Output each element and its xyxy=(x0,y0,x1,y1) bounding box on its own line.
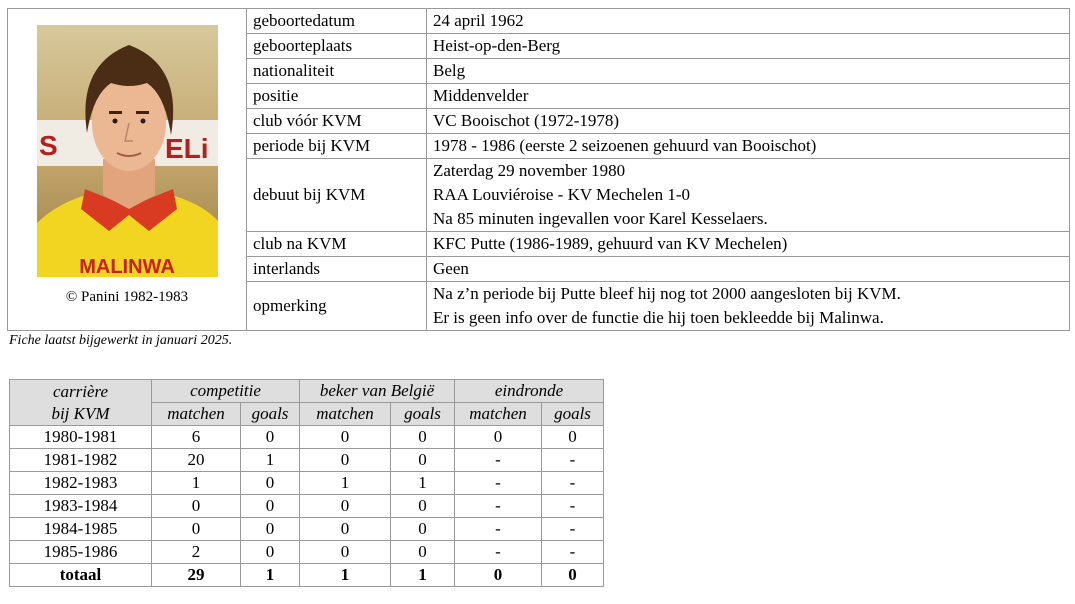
stat-cell: 0 xyxy=(300,426,391,449)
stat-cell: 6 xyxy=(152,426,241,449)
value-remark xyxy=(427,282,1070,331)
stat-cell: 0 xyxy=(455,426,542,449)
table-row xyxy=(10,518,604,541)
stat-cell: - xyxy=(542,518,604,541)
season-cell: 1985-1986 xyxy=(10,541,152,564)
debut-match: RAA Louviéroise - KV Mechelen 1-0 xyxy=(433,185,690,204)
stat-cell: 0 xyxy=(241,495,300,518)
stat-cell: - xyxy=(455,518,542,541)
stat-cell: 1 xyxy=(152,472,241,495)
table-row xyxy=(10,495,604,518)
stat-cell: - xyxy=(542,449,604,472)
stat-cell: 0 xyxy=(300,518,391,541)
value-nationality: Belg xyxy=(427,59,1070,84)
stat-cell: - xyxy=(455,541,542,564)
label-debut: debuut bij KVM xyxy=(247,159,427,232)
season-cell: 1983-1984 xyxy=(10,495,152,518)
stat-cell: - xyxy=(455,495,542,518)
value-period: 1978 - 1986 (eerste 2 seizoenen gehuurd van Booischot) xyxy=(427,134,1070,159)
photo-caption: © Panini 1982-1983 xyxy=(65,289,189,305)
stat-cell: 0 xyxy=(542,426,604,449)
value-club-after: KFC Putte (1986-1989, gehuurd van KV Mechelen) xyxy=(427,232,1070,257)
stat-cell: 0 xyxy=(152,495,241,518)
header-competition: competitie xyxy=(152,380,300,403)
stat-cell: 0 xyxy=(455,564,542,587)
value-birthdate: 24 april 1962 xyxy=(427,9,1070,34)
stat-cell: 0 xyxy=(152,518,241,541)
table-row xyxy=(10,449,604,472)
subheader-playoffs-goals: goals xyxy=(542,403,604,426)
subheader-competition-matches: matchen xyxy=(152,403,241,426)
subheader-cup-goals: goals xyxy=(391,403,455,426)
stat-cell: 1 xyxy=(391,472,455,495)
stat-cell: 0 xyxy=(542,564,604,587)
header-cup: beker van België xyxy=(300,380,455,403)
season-cell: 1981-1982 xyxy=(10,449,152,472)
stat-cell: - xyxy=(542,472,604,495)
header-career-line-1: carrière xyxy=(52,381,109,401)
stat-cell: 0 xyxy=(241,426,300,449)
stat-cell: 0 xyxy=(391,426,455,449)
remark-line-2: Er is geen info over de functie die hij toen bekleedde bij Malinwa. xyxy=(433,308,884,327)
label-birthdate: geboortedatum xyxy=(247,9,427,34)
stat-cell: 0 xyxy=(300,541,391,564)
stat-cell: 0 xyxy=(241,472,300,495)
label-internationals: interlands xyxy=(247,257,427,282)
season-cell: totaal xyxy=(10,564,152,587)
subheader-cup-matches: matchen xyxy=(300,403,391,426)
stat-cell: 1 xyxy=(391,564,455,587)
label-nationality: nationaliteit xyxy=(247,59,427,84)
stat-cell: 0 xyxy=(300,449,391,472)
label-period: periode bij KVM xyxy=(247,134,427,159)
label-club-before: club vóór KVM xyxy=(247,109,427,134)
stat-cell: - xyxy=(455,449,542,472)
photo-cell xyxy=(8,9,247,331)
shirt-sponsor: MALINWA xyxy=(78,256,175,277)
debut-date: Zaterdag 29 november 1980 xyxy=(433,161,626,180)
stat-cell: 0 xyxy=(241,518,300,541)
stat-cell: - xyxy=(542,495,604,518)
label-remark: opmerking xyxy=(247,282,427,331)
stat-cell: 1 xyxy=(300,472,391,495)
stat-cell: 29 xyxy=(152,564,241,587)
season-cell: 1984-1985 xyxy=(10,518,152,541)
table-row xyxy=(10,472,604,495)
stat-cell: 1 xyxy=(241,449,300,472)
table-row xyxy=(10,426,604,449)
header-career-line-2: bij KVM xyxy=(51,403,110,423)
label-club-after: club na KVM xyxy=(247,232,427,257)
label-position: positie xyxy=(247,84,427,109)
stat-cell: 20 xyxy=(152,449,241,472)
stat-cell: 0 xyxy=(391,449,455,472)
total-row xyxy=(10,564,604,587)
last-updated-note: Fiche laatst bijgewerkt in januari 2025. xyxy=(9,333,233,348)
season-cell: 1980-1981 xyxy=(10,426,152,449)
career-rows xyxy=(10,426,604,587)
value-birthplace: Heist-op-den-Berg xyxy=(427,34,1070,59)
table-row xyxy=(10,541,604,564)
season-cell: 1982-1983 xyxy=(10,472,152,495)
stat-cell: 0 xyxy=(300,495,391,518)
career-stats-table xyxy=(9,379,604,587)
header-career xyxy=(10,380,152,426)
subheader-competition-goals: goals xyxy=(241,403,300,426)
stat-cell: 2 xyxy=(152,541,241,564)
subheader-playoffs-matches: matchen xyxy=(455,403,542,426)
header-playoffs: eindronde xyxy=(455,380,604,403)
debut-detail: Na 85 minuten ingevallen voor Karel Kesselaers. xyxy=(433,209,768,228)
banner-letters-right: ELi xyxy=(164,133,209,164)
remark-line-1: Na z’n periode bij Putte bleef hij nog tot 2000 aangesloten bij KVM. xyxy=(433,284,901,303)
stat-cell: - xyxy=(542,541,604,564)
value-club-before: VC Booischot (1972-1978) xyxy=(427,109,1070,134)
banner-letter-left: S xyxy=(38,130,58,161)
stat-cell: 0 xyxy=(391,541,455,564)
stat-cell: - xyxy=(455,472,542,495)
stat-cell: 0 xyxy=(391,518,455,541)
label-birthplace: geboorteplaats xyxy=(247,34,427,59)
stat-cell: 1 xyxy=(300,564,391,587)
stat-cell: 0 xyxy=(391,495,455,518)
stat-cell: 0 xyxy=(241,541,300,564)
player-photo xyxy=(37,25,218,277)
player-info-table xyxy=(7,8,1070,331)
stat-cell: 1 xyxy=(241,564,300,587)
value-position: Middenvelder xyxy=(427,84,1070,109)
value-debut xyxy=(427,159,1070,232)
value-internationals: Geen xyxy=(427,257,1070,282)
